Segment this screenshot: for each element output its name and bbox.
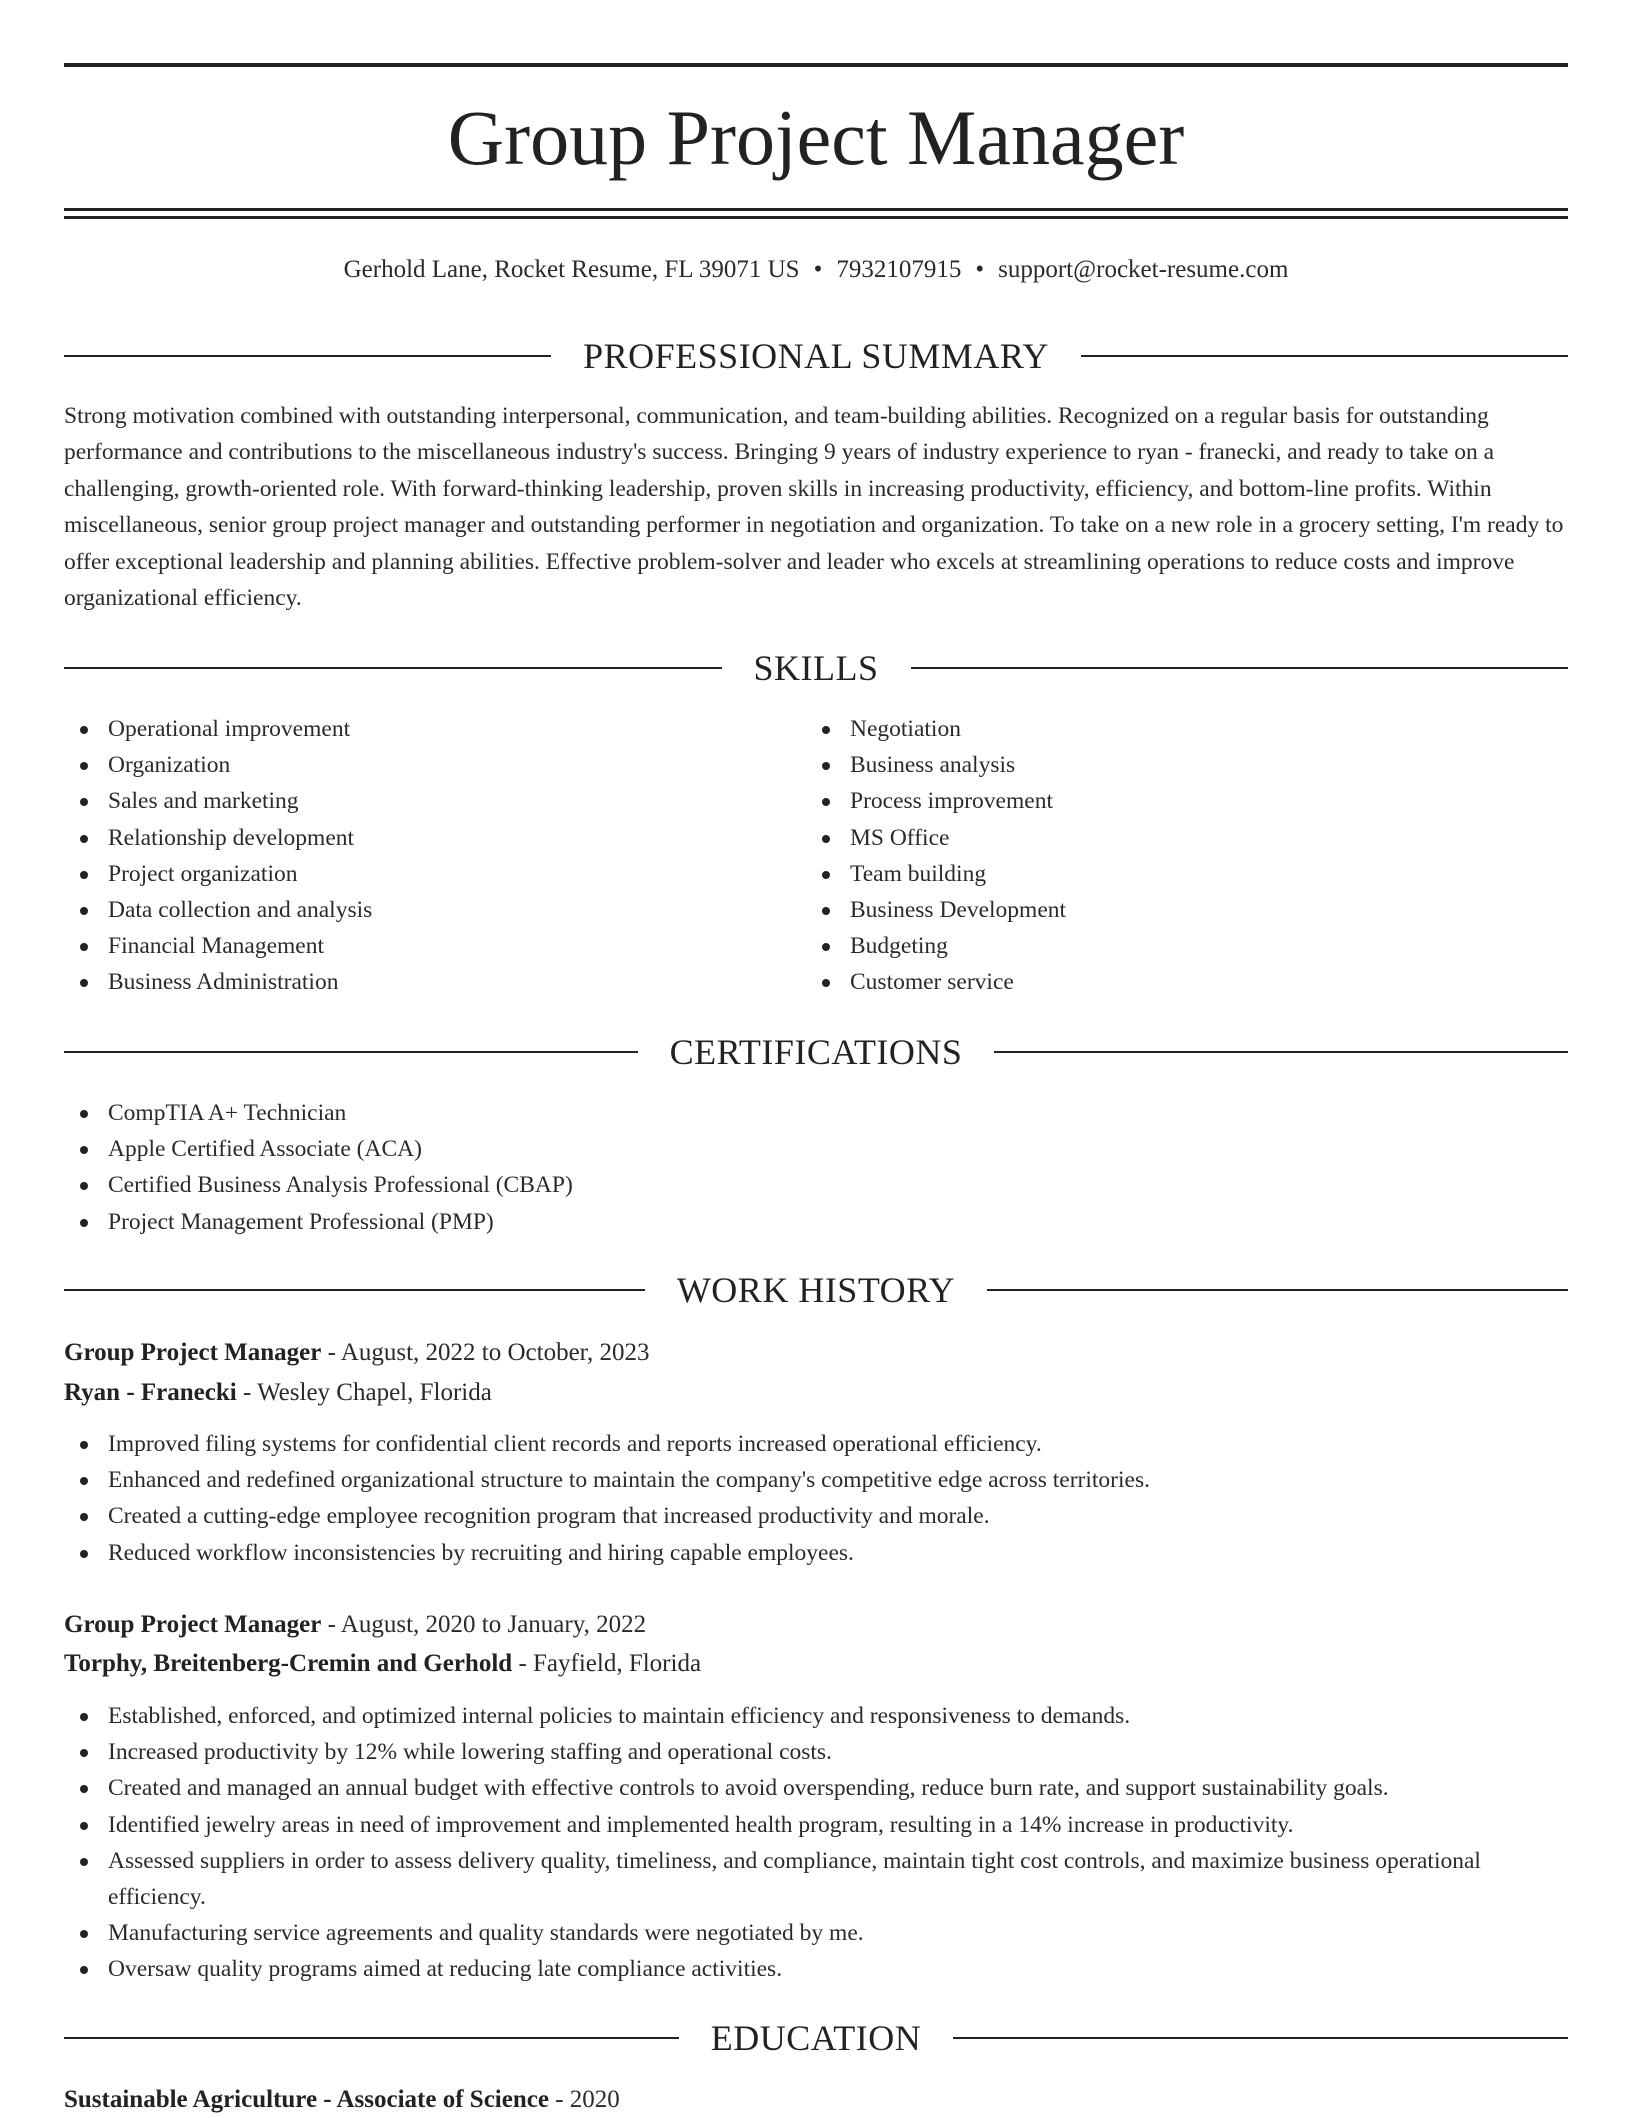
- job-responsibilities: [64, 1426, 1568, 1571]
- section-heading-skills: [64, 646, 1568, 690]
- skill-item: Project organization: [64, 856, 804, 892]
- job-dates: - August, 2020 to January, 2022: [321, 1611, 647, 1638]
- section-heading-certifications: [64, 1030, 1568, 1074]
- skill-item: Customer service: [806, 964, 1546, 1000]
- job-company: Ryan - Franecki: [64, 1379, 237, 1406]
- skill-item: Business Administration: [64, 964, 804, 1000]
- section-heading-label: CERTIFICATIONS: [669, 1032, 963, 1072]
- skill-item: Relationship development: [64, 820, 804, 856]
- certification-item: Certified Business Analysis Professional (CBAP): [64, 1167, 1568, 1203]
- job-dates: - August, 2022 to October, 2023: [321, 1339, 650, 1366]
- title-rule-upper: [64, 208, 1568, 211]
- contact-address: Gerhold Lane, Rocket Resume, FL 39071 US: [343, 256, 800, 283]
- heading-rule: [64, 667, 722, 669]
- job-title-line: [64, 1607, 1568, 1643]
- skill-item: Operational improvement: [64, 711, 804, 747]
- heading-rule: [953, 2037, 1568, 2039]
- skills-list-right: [806, 711, 1546, 1001]
- certification-item: Project Management Professional (PMP): [64, 1204, 1568, 1240]
- job-company: Torphy, Breitenberg-Cremin and Gerhold: [64, 1650, 513, 1677]
- top-rule: [64, 63, 1568, 67]
- heading-rule: [1081, 355, 1568, 357]
- education-year: - 2020: [548, 2086, 620, 2113]
- skill-item: Team building: [806, 856, 1546, 892]
- heading-rule: [911, 667, 1569, 669]
- job-title: Group Project Manager: [64, 1339, 322, 1366]
- job-title: Group Project Manager: [64, 1611, 322, 1638]
- job-bullet: Oversaw quality programs aimed at reducing late compliance activities.: [64, 1951, 1568, 1987]
- job-responsibilities: [64, 1698, 1568, 1988]
- skill-item: Financial Management: [64, 928, 804, 964]
- heading-rule: [64, 355, 551, 357]
- skills-list-left: [64, 711, 804, 1001]
- contact-phone: 7932107915: [836, 256, 962, 283]
- job-title-line: [64, 1335, 1568, 1371]
- education-degree: Sustainable Agriculture - Associate of Science: [64, 2086, 549, 2113]
- job-company-line: [64, 1646, 1568, 1682]
- heading-rule: [994, 1051, 1568, 1053]
- contact-line: [64, 252, 1568, 288]
- job-bullet: Created a cutting-edge employee recognition program that increased productivity and morale.: [64, 1498, 1568, 1534]
- summary-text: Strong motivation combined with outstanding interpersonal, communication, and team-building abilities. Recognized on a regular basis for outstanding performance and contributions to the miscellaneous industry's success. Bringing 9 years of industry experience to ryan - franecki, and ready to take on a challenging, growth-oriented role. With forward-thinking leadership, proven skills in increasing productivity, efficiency, and bottom-line profits. Within miscellaneous, senior group project manager and outstanding performer in negotiation and organization. To take on a new role in a grocery setting, I'm ready to offer exceptional leadership and planning abilities. Effective problem-solver and leader who excels at streamlining operations to reduce costs and improve organizational efficiency.: [64, 403, 1564, 612]
- skill-item: Budgeting: [806, 928, 1546, 964]
- resume-title: Group Project Manager: [447, 94, 1185, 181]
- section-heading-label: WORK HISTORY: [676, 1270, 956, 1310]
- job-bullet: Assessed suppliers in order to assess delivery quality, timeliness, and compliance, maintain tight cost controls, and maximize business operational efficiency.: [64, 1843, 1568, 1915]
- skill-item: Business Development: [806, 892, 1546, 928]
- skill-item: Business analysis: [806, 747, 1546, 783]
- job-bullet: Established, enforced, and optimized internal policies to maintain efficiency and responsiveness to demands.: [64, 1698, 1568, 1734]
- skill-item: MS Office: [806, 820, 1546, 856]
- job-location: - Wesley Chapel, Florida: [236, 1379, 492, 1406]
- contact-separator: •: [975, 256, 985, 283]
- skill-item: Process improvement: [806, 783, 1546, 819]
- contact-separator: •: [813, 256, 823, 283]
- certifications-list: [64, 1095, 1568, 1240]
- certification-item: Apple Certified Associate (ACA): [64, 1131, 1568, 1167]
- heading-rule: [987, 1289, 1568, 1291]
- job-bullet: Created and managed an annual budget with effective controls to avoid overspending, reduce burn rate, and support sustainability goals.: [64, 1770, 1568, 1806]
- contact-email[interactable]: support@rocket-resume.com: [998, 256, 1289, 283]
- section-heading-work-history: [64, 1268, 1568, 1312]
- section-heading-label: EDUCATION: [710, 2018, 922, 2058]
- job-bullet: Manufacturing service agreements and quality standards were negotiated by me.: [64, 1915, 1568, 1951]
- heading-rule: [64, 1289, 645, 1291]
- section-heading-label: SKILLS: [753, 648, 879, 688]
- heading-rule: [64, 2037, 679, 2039]
- job-bullet: Increased productivity by 12% while lowering staffing and operational costs.: [64, 1734, 1568, 1770]
- section-heading-education: [64, 2016, 1568, 2060]
- job-bullet: Enhanced and redefined organizational structure to maintain the company's competitive edge across territories.: [64, 1462, 1568, 1498]
- education-entry: [64, 2082, 1568, 2118]
- section-heading-summary: [64, 334, 1568, 378]
- skill-item: Data collection and analysis: [64, 892, 804, 928]
- skill-item: Organization: [64, 747, 804, 783]
- job-bullet: Identified jewelry areas in need of improvement and implemented health program, resulting in a 14% increase in productivity.: [64, 1807, 1568, 1843]
- title-rule-lower: [64, 216, 1568, 219]
- skill-item: Sales and marketing: [64, 783, 804, 819]
- job-company-line: [64, 1375, 1568, 1411]
- skill-item: Negotiation: [806, 711, 1546, 747]
- heading-rule: [64, 1051, 638, 1053]
- job-location: - Fayfield, Florida: [512, 1650, 702, 1677]
- section-heading-label: PROFESSIONAL SUMMARY: [583, 336, 1049, 376]
- job-bullet: Improved filing systems for confidential client records and reports increased operational efficiency.: [64, 1426, 1568, 1462]
- job-bullet: Reduced workflow inconsistencies by recruiting and hiring capable employees.: [64, 1535, 1568, 1571]
- certification-item: CompTIA A+ Technician: [64, 1095, 1568, 1131]
